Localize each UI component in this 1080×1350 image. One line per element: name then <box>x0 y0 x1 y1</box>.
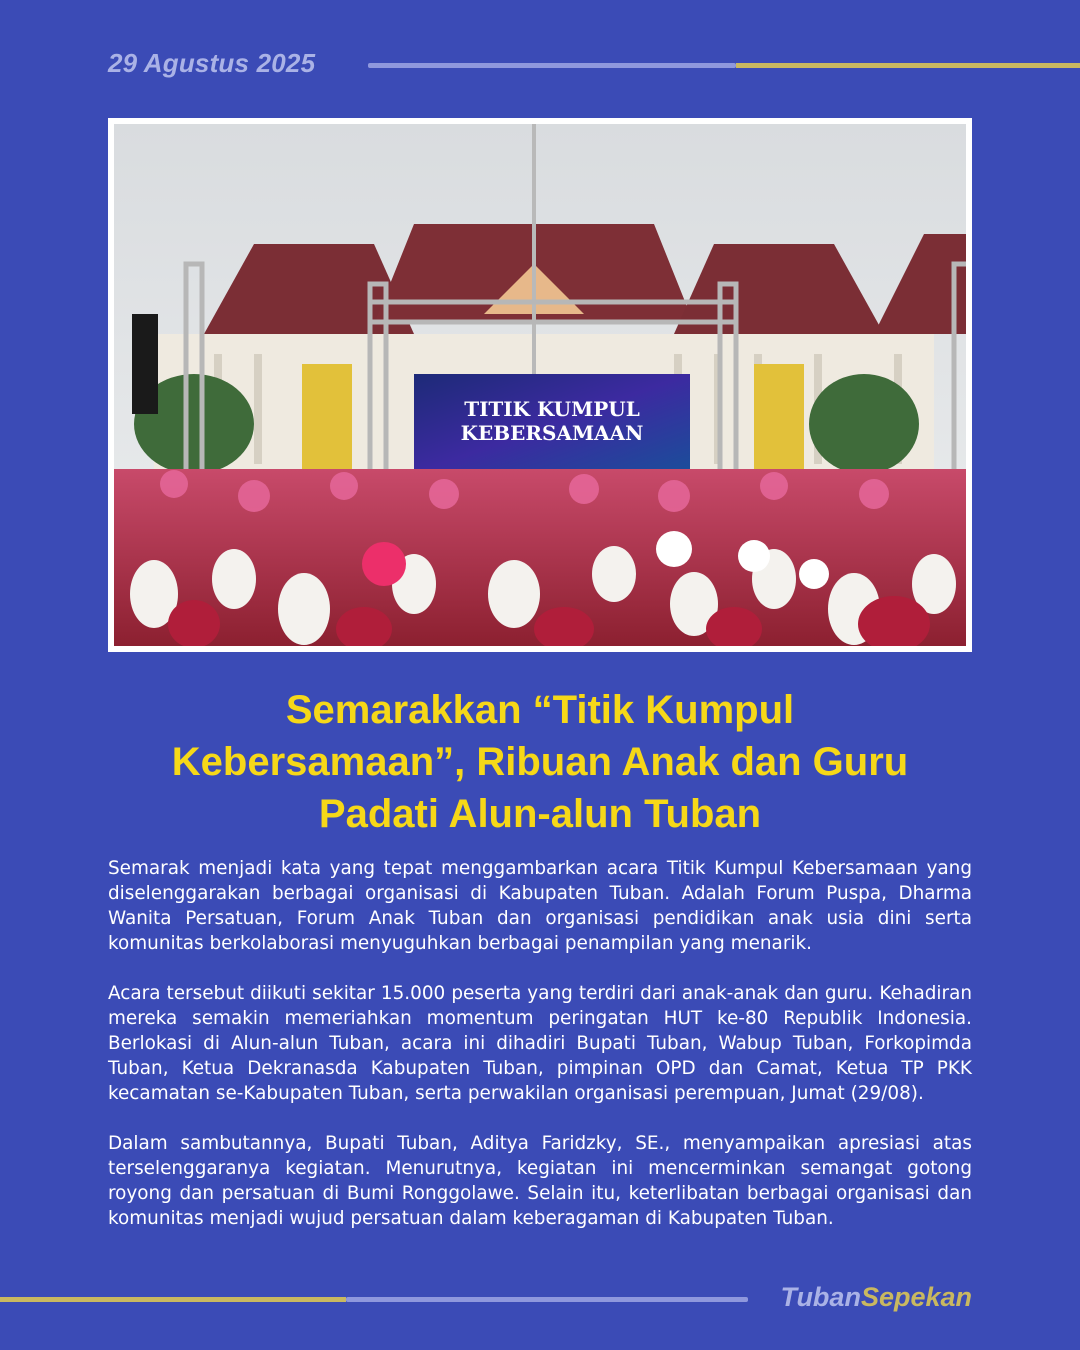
bottom-divider-gold <box>0 1297 346 1302</box>
screen-title-2: KEBERSAMAAN <box>460 421 644 445</box>
bottom-divider-blue <box>346 1297 748 1302</box>
news-photo-frame <box>108 118 972 652</box>
news-photo <box>114 124 966 646</box>
paragraph-1: Semarak menjadi kata yang tepat menggambarkan acara Titik Kumpul Kebersamaan yang diselenggarakan berbagai organisasi di Kabupaten Tuban. Adalah Forum Puspa, Dharma Wanita Persatuan, Forum Anak Tuban dan organisasi pendidikan anak usia dini serta komunitas berkolaborasi menyuguhkan berbagai penampilan yang menarik. <box>108 858 972 954</box>
brand-part-2: Sepekan <box>860 1282 972 1312</box>
brand-part-1: Tuban <box>780 1282 861 1312</box>
article-body <box>108 856 972 1256</box>
paragraph-3: Dalam sambutannya, Bupati Tuban, Aditya Faridzky, SE., menyampaikan apresiasi atas terselenggaranya kegiatan. Menurutnya, kegiatan ini mencerminkan semangat gotong royong dan persatuan di Bumi Ronggolawe. Selain itu, keterlibatan berbagai organisasi dan komunitas menjadi wujud persatuan dalam keberagaman di Kabupaten Tuban. <box>108 1133 972 1229</box>
screen-title-1: TITIK KUMPUL <box>464 397 640 421</box>
post-date: 29 Agustus 2025 <box>108 48 316 78</box>
article-headline <box>108 684 972 840</box>
top-divider-blue <box>368 63 736 68</box>
paragraph-2: Acara tersebut diikuti sekitar 15.000 peserta yang terdiri dari anak-anak dan guru. Kehadiran mereka semakin memeriahkan momentum peringatan HUT ke-80 Republik Indonesia. Berlokasi di Alun-alun Tuban, acara ini dihadiri Bupati Tuban, Wabup Tuban, Forkopimda Tuban, Ketua Dekranasda Kabupaten Tuban, pimpinan OPD dan Camat, Ketua TP PKK kecamatan se-Kabupaten Tuban, serta perwakilan organisasi perempuan, Jumat (29/08). <box>108 983 972 1104</box>
headline-line-1: Semarakkan “Titik Kumpul <box>285 688 795 732</box>
brand-logo <box>780 1282 972 1313</box>
headline-line-3: Padati Alun-alun Tuban <box>318 792 762 836</box>
headline-line-2: Kebersamaan”, Ribuan Anak dan Guru <box>171 740 909 784</box>
top-divider-gold <box>736 63 1080 68</box>
